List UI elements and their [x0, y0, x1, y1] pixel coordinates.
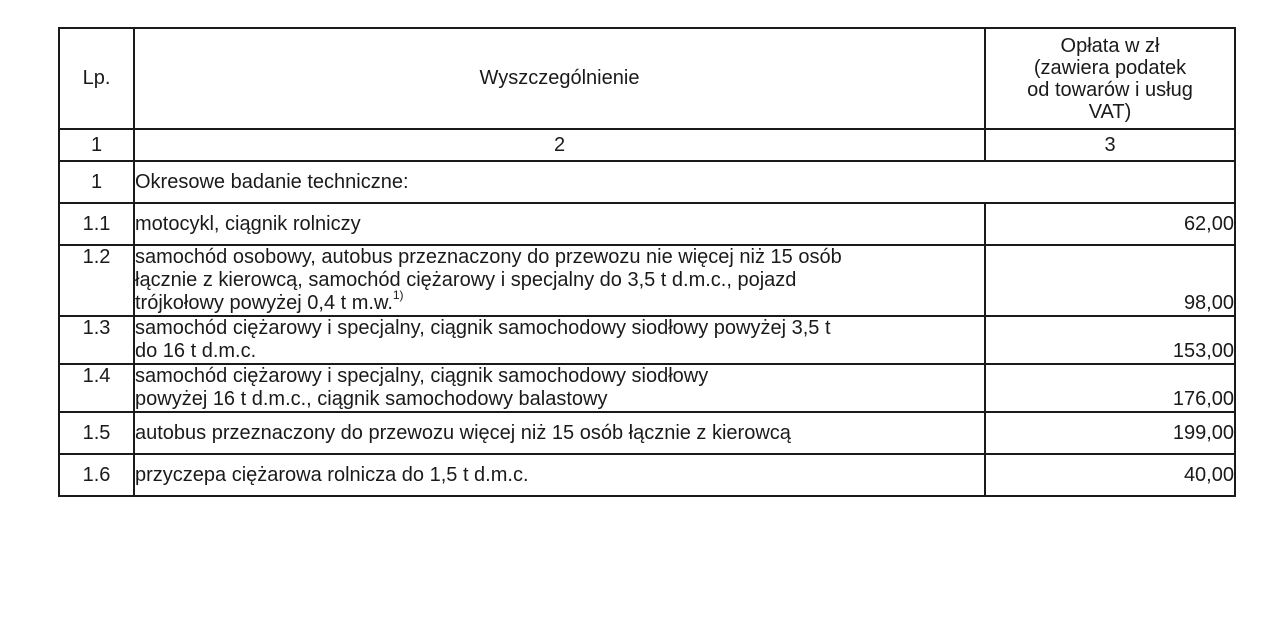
- column-number: 3: [985, 129, 1235, 161]
- table-row: [59, 454, 1235, 496]
- row-description: [134, 203, 985, 245]
- row-lp: 1.4: [59, 364, 134, 412]
- table-row: [59, 245, 1235, 316]
- row-description-line: samochód osobowy, autobus przeznaczony do przewozu nie więcej niż 15 osób: [135, 246, 842, 268]
- row-fee: 62,00: [985, 203, 1235, 245]
- row-description: [134, 454, 985, 496]
- row-description: [134, 364, 985, 412]
- footnote-marker: 1): [392, 288, 404, 303]
- row-fee: 40,00: [985, 454, 1235, 496]
- row-description-line: samochód ciężarowy i specjalny, ciągnik samochodowy siodłowy powyżej 3,5 t: [135, 317, 831, 339]
- row-description: [134, 412, 985, 454]
- header-lp: Lp.: [59, 28, 134, 129]
- row-lp: 1.2: [59, 245, 134, 316]
- column-number: 2: [134, 129, 985, 161]
- row-description-line-last: [135, 288, 984, 315]
- row-lp: 1.1: [59, 203, 134, 245]
- row-description-line: samochód ciężarowy i specjalny, ciągnik samochodowy siodłowy: [135, 365, 709, 387]
- row-description-line: łącznie z kierowcą, samochód ciężarowy i specjalny do 3,5 t d.m.c., pojazd: [135, 269, 797, 291]
- header-fee: [985, 28, 1235, 129]
- table-row: [59, 364, 1235, 412]
- header-fee-line: Opłata w zł: [1060, 34, 1160, 57]
- table-row: [59, 412, 1235, 454]
- row-description-text: trójkołowy powyżej 0,4 t m.w.: [135, 292, 393, 314]
- header-fee-line: od towarów i usług: [1027, 78, 1193, 101]
- row-description-line: powyżej 16 t d.m.c., ciągnik samochodowy balastowy: [135, 388, 608, 410]
- row-description: [134, 316, 985, 364]
- row-fee: 98,00: [985, 245, 1235, 316]
- header-row: [59, 28, 1235, 129]
- fee-table: [58, 27, 1236, 497]
- row-fee: 153,00: [985, 316, 1235, 364]
- section-title-text: Okresowe badanie techniczne: [135, 170, 403, 193]
- section-title-colon: :: [402, 170, 409, 193]
- table-row: [59, 316, 1235, 364]
- row-fee: 199,00: [985, 412, 1235, 454]
- header-fee-line: (zawiera podatek: [1033, 56, 1187, 79]
- section-lp: 1: [59, 161, 134, 203]
- row-description-line: przyczepa ciężarowa rolnicza do 1,5 t d.m.c.: [135, 463, 529, 486]
- column-number-row: [59, 129, 1235, 161]
- row-description-line: do 16 t d.m.c.: [135, 340, 257, 362]
- row-lp: 1.6: [59, 454, 134, 496]
- header-description: Wyszczególnienie: [134, 28, 985, 129]
- header-fee-line: VAT): [1088, 100, 1132, 123]
- row-lp: 1.3: [59, 316, 134, 364]
- row-description-line: motocykl, ciągnik rolniczy: [135, 212, 361, 235]
- row-fee: 176,00: [985, 364, 1235, 412]
- section-title: [134, 161, 1235, 203]
- section-row: [59, 161, 1235, 203]
- row-description: [134, 245, 985, 316]
- column-number: 1: [59, 129, 134, 161]
- table-row: [59, 203, 1235, 245]
- row-description-line: autobus przeznaczony do przewozu więcej niż 15 osób łącznie z kierowcą: [135, 421, 791, 444]
- row-lp: 1.5: [59, 412, 134, 454]
